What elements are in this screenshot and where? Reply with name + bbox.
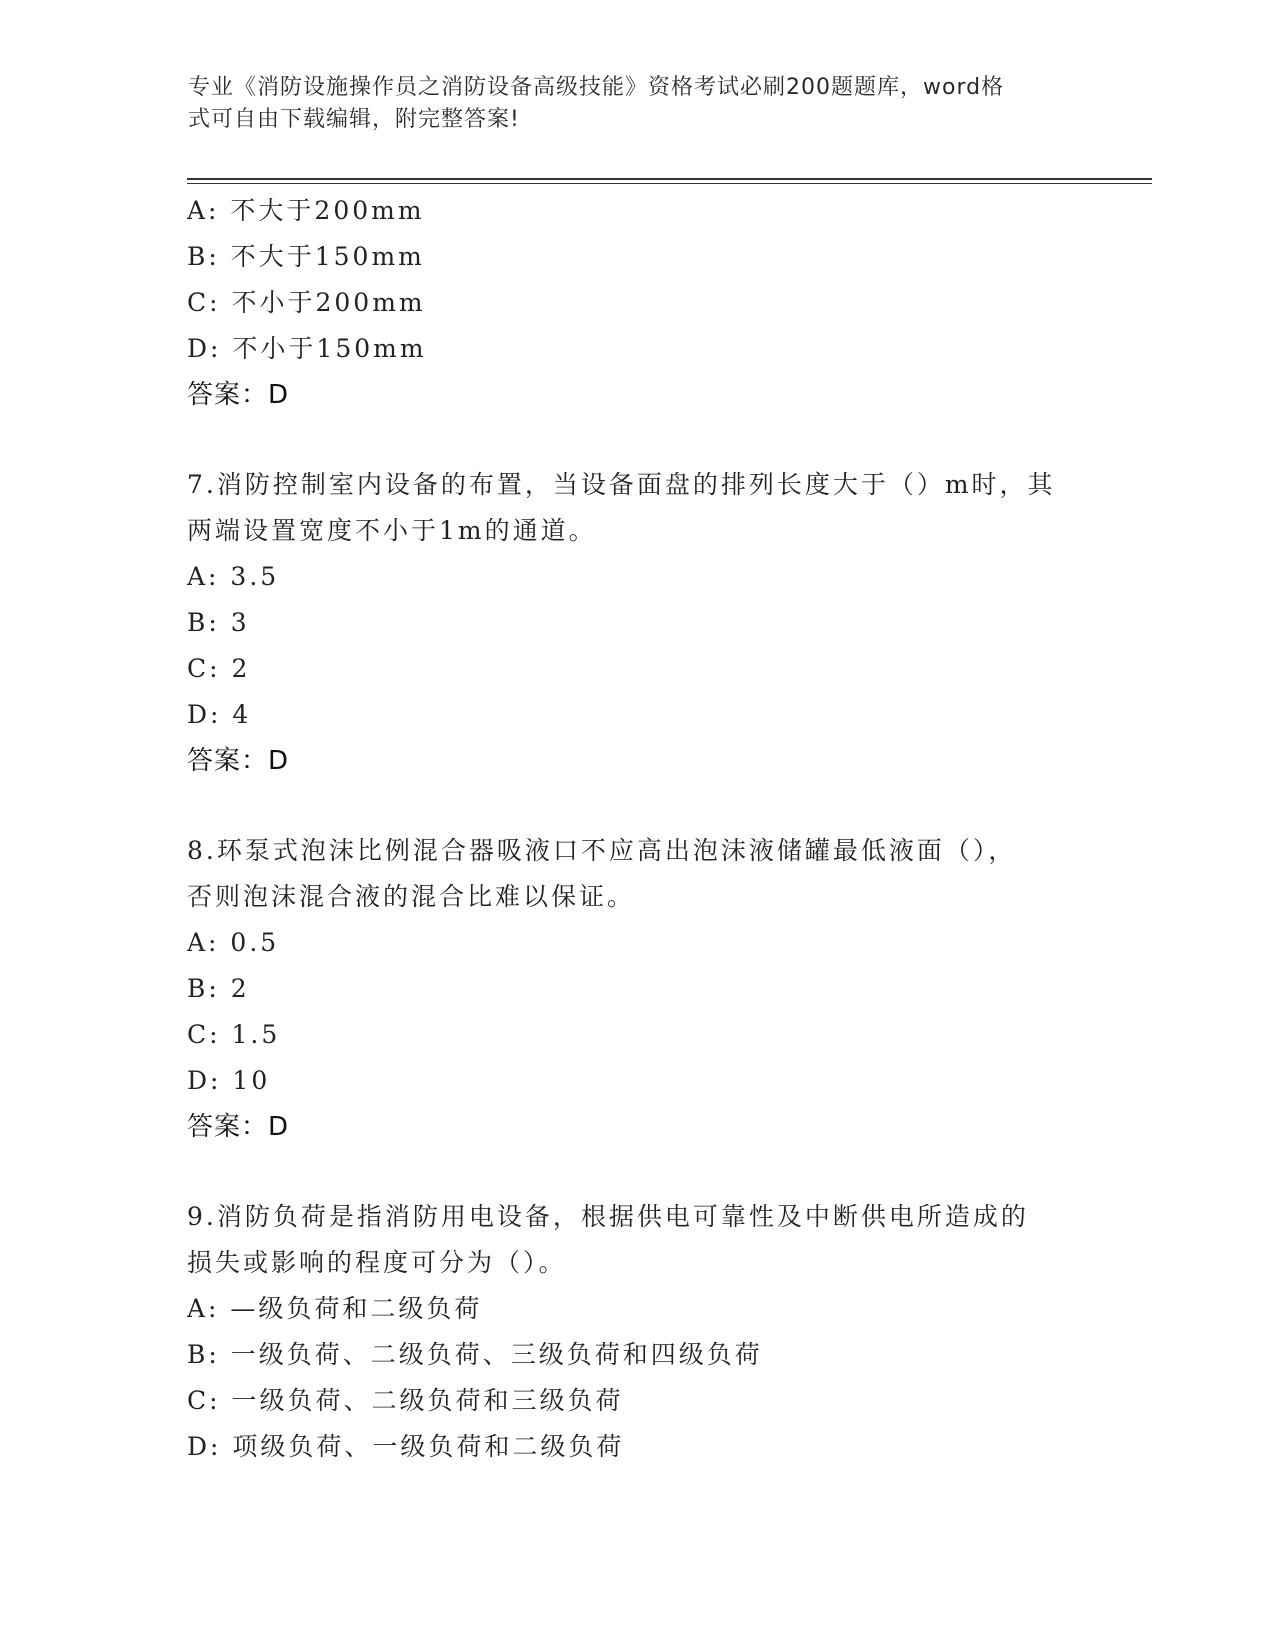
option-a: A: —级负荷和二级负荷 [187, 1294, 483, 1323]
question-6-continued [187, 188, 1127, 418]
header-line-1: 专业《消防设施操作员之消防设备高级技能》资格考试必刷200题题库，word格 [188, 75, 1005, 100]
question-stem-line-2: 否则泡沫混合液的混合比难以保证。 [187, 882, 636, 911]
answer-line: 答案：D [187, 746, 290, 776]
question-stem-line-1: 8.环泵式泡沫比例混合器吸液口不应高出泡沫液储罐最低液面（）， [187, 836, 1017, 865]
option-c: C: 2 [187, 654, 251, 683]
option-b: B: 一级负荷、二级负荷、三级负荷和四级负荷 [187, 1340, 763, 1369]
answer-line: 答案：D [187, 380, 290, 410]
question-7 [187, 462, 1127, 784]
question-list [187, 188, 1127, 1470]
document-header [188, 72, 1078, 136]
option-a: A: 0.5 [187, 928, 280, 957]
spacer [187, 784, 1127, 828]
option-b: B: 不大于150mm [187, 242, 425, 271]
option-c: C: 一级负荷、二级负荷和三级负荷 [187, 1386, 624, 1415]
option-d: D: 10 [187, 1066, 271, 1095]
option-d: D: 不小于150mm [187, 334, 427, 363]
option-a: A: 3.5 [187, 562, 280, 591]
option-a: A: 不大于200mm [187, 196, 425, 225]
question-8 [187, 828, 1127, 1150]
question-stem-line-1: 9.消防负荷是指消防用电设备，根据供电可靠性及中断供电所造成的 [187, 1202, 1029, 1231]
option-d: D: 4 [187, 700, 252, 729]
header-rule-thin [187, 183, 1152, 184]
header-rule-thick [187, 178, 1152, 180]
option-b: B: 3 [187, 608, 250, 637]
option-c: C: 1.5 [187, 1020, 281, 1049]
spacer [187, 418, 1127, 462]
option-b: B: 2 [187, 974, 250, 1003]
question-stem-line-2: 损失或影响的程度可分为（）。 [187, 1248, 567, 1277]
header-line-2: 式可自由下载编辑，附完整答案! [188, 107, 520, 132]
option-c: C: 不小于200mm [187, 288, 426, 317]
question-9 [187, 1194, 1127, 1470]
option-d: D: 项级负荷、一级负荷和二级负荷 [187, 1432, 625, 1461]
spacer [187, 1150, 1127, 1194]
question-stem-line-1: 7.消防控制室内设备的布置，当设备面盘的排列长度大于（）m时，其 [187, 470, 1056, 499]
answer-line: 答案：D [187, 1112, 290, 1142]
question-stem-line-2: 两端设置宽度不小于1m的通道。 [187, 516, 597, 545]
